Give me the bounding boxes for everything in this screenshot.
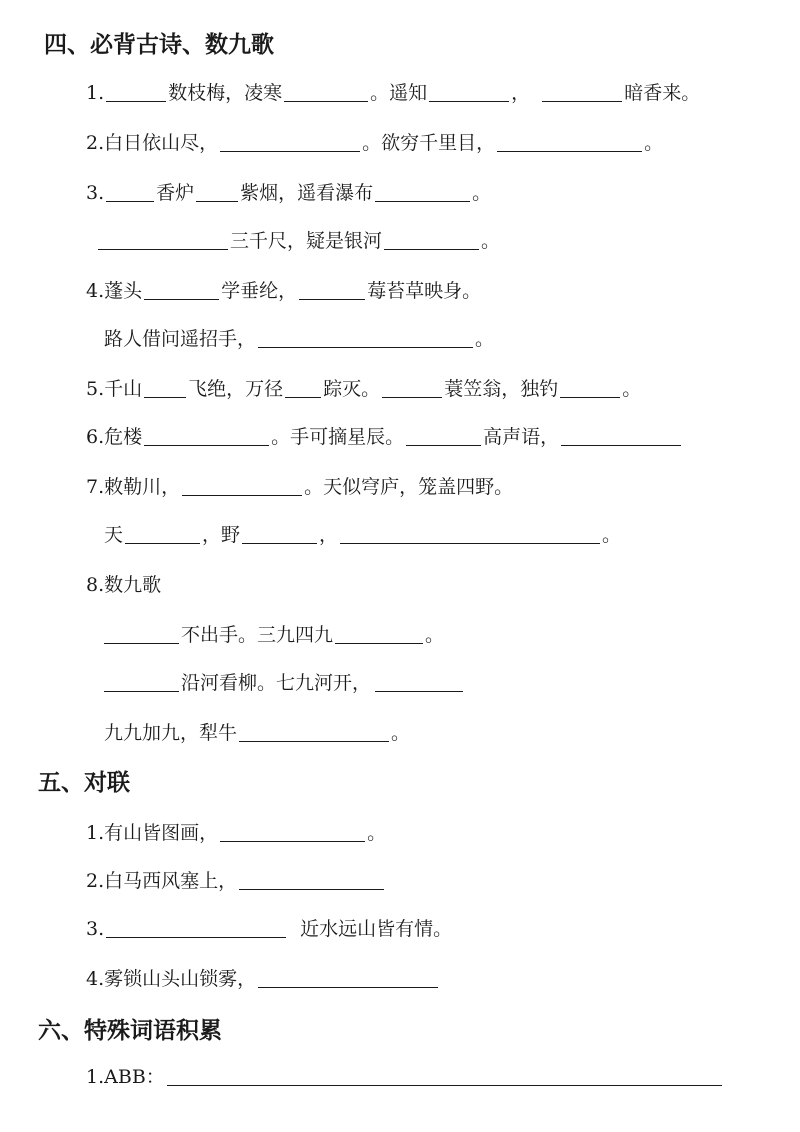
question-4-4 <box>86 278 481 304</box>
question-5-2 <box>86 868 386 894</box>
answer-blank[interactable] <box>375 671 463 692</box>
answer-blank[interactable] <box>560 377 620 398</box>
question-number: 5. <box>86 378 105 400</box>
text: 。 <box>472 182 492 204</box>
text: 。 <box>644 132 664 154</box>
question-number: 4. <box>86 280 105 302</box>
question-number: 1. <box>86 1066 105 1088</box>
answer-blank[interactable] <box>406 425 481 446</box>
text: 有山皆图画， <box>104 822 219 844</box>
text: 不出手。三九四九 <box>181 624 334 646</box>
text: 紫烟，遥看瀑布 <box>240 182 374 204</box>
question-4-8-line-a <box>102 622 444 648</box>
text: 千山 <box>104 378 143 400</box>
text: 雾锁山头山锁雾， <box>104 968 257 990</box>
text: 蓬头 <box>104 280 143 302</box>
question-4-1 <box>86 80 700 106</box>
text: 飞绝，万径 <box>188 378 284 400</box>
answer-blank[interactable] <box>242 523 317 544</box>
question-6-1 <box>86 1064 724 1090</box>
question-number: 7. <box>86 476 105 498</box>
question-4-2 <box>86 130 663 156</box>
question-4-8-line-c <box>104 720 410 746</box>
answer-blank[interactable] <box>384 229 479 250</box>
text: 。 <box>622 378 642 400</box>
answer-blank[interactable] <box>144 425 269 446</box>
answer-blank[interactable] <box>258 327 473 348</box>
answer-blank[interactable] <box>335 623 423 644</box>
question-number: 1. <box>86 822 105 844</box>
section-heading-vocabulary: 六、特殊词语积累 <box>38 1018 222 1044</box>
answer-blank[interactable] <box>382 377 442 398</box>
question-4-6 <box>86 424 683 450</box>
text: 天 <box>104 524 124 546</box>
question-number: 2. <box>86 870 105 892</box>
text: 敕勒川， <box>104 476 181 498</box>
text: 。遥知 <box>370 82 428 104</box>
question-number: 3. <box>86 182 105 204</box>
question-number: 1. <box>86 82 105 104</box>
text: 数九歌 <box>104 574 162 596</box>
answer-blank[interactable] <box>106 181 154 202</box>
text: 。 <box>475 328 495 350</box>
question-4-5 <box>86 376 641 402</box>
answer-blank[interactable] <box>220 131 360 152</box>
answer-blank[interactable] <box>125 523 200 544</box>
answer-blank[interactable] <box>561 425 681 446</box>
question-4-7 <box>86 474 513 500</box>
answer-blank[interactable] <box>106 81 166 102</box>
answer-blank[interactable] <box>375 181 470 202</box>
text: 。 <box>367 822 387 844</box>
text: 。 <box>425 624 445 646</box>
text: 莓苔草映身。 <box>367 280 482 302</box>
question-number: 2. <box>86 132 105 154</box>
question-number: 6. <box>86 426 105 448</box>
text: 白日依山尽， <box>104 132 219 154</box>
answer-blank[interactable] <box>106 917 286 938</box>
text: 。欲穷千里目， <box>362 132 496 154</box>
answer-blank[interactable] <box>285 377 321 398</box>
answer-blank[interactable] <box>167 1065 722 1086</box>
text: 数枝梅，凌寒 <box>168 82 283 104</box>
text: 白马西风塞上， <box>104 870 238 892</box>
answer-blank[interactable] <box>220 821 365 842</box>
answer-blank[interactable] <box>340 523 600 544</box>
text: ， <box>511 82 531 104</box>
text: 危楼 <box>104 426 143 448</box>
section-heading-poems: 四、必背古诗、数九歌 <box>44 32 274 58</box>
answer-blank[interactable] <box>299 279 365 300</box>
answer-blank[interactable] <box>239 721 389 742</box>
question-number: 4. <box>86 968 105 990</box>
question-4-8 <box>86 572 161 598</box>
text: 九九加九，犁牛 <box>104 722 238 744</box>
question-4-3 <box>86 180 491 206</box>
answer-blank[interactable] <box>182 475 302 496</box>
question-4-3-cont <box>96 228 500 254</box>
answer-blank[interactable] <box>98 229 228 250</box>
text: 。 <box>481 230 501 252</box>
answer-blank[interactable] <box>144 377 186 398</box>
text: ABB： <box>104 1066 165 1088</box>
answer-blank[interactable] <box>144 279 219 300</box>
answer-blank[interactable] <box>104 623 179 644</box>
question-4-7-cont <box>104 522 621 548</box>
text: 高声语， <box>483 426 560 448</box>
answer-blank[interactable] <box>284 81 368 102</box>
text: 路人借问遥招手， <box>104 328 257 350</box>
answer-blank[interactable] <box>497 131 642 152</box>
text: ， <box>319 524 339 546</box>
answer-blank[interactable] <box>104 671 179 692</box>
question-5-4 <box>86 966 440 992</box>
answer-blank[interactable] <box>258 967 438 988</box>
answer-blank[interactable] <box>196 181 238 202</box>
text: 。 <box>602 524 622 546</box>
answer-blank[interactable] <box>542 81 622 102</box>
question-number: 8. <box>86 574 105 596</box>
text: 。手可摘星辰。 <box>271 426 405 448</box>
text: 学垂纶， <box>221 280 298 302</box>
question-5-1 <box>86 820 386 846</box>
text: ，野 <box>202 524 241 546</box>
text: 。天似穹庐，笼盖四野。 <box>304 476 514 498</box>
text: 近水远山皆有情。 <box>300 918 453 940</box>
text: 沿河看柳。七九河开， <box>181 672 372 694</box>
text: 。 <box>391 722 411 744</box>
question-5-3 <box>86 916 452 942</box>
text: 蓑笠翁，独钓 <box>444 378 559 400</box>
answer-blank[interactable] <box>429 81 509 102</box>
question-4-4-cont <box>104 326 494 352</box>
text: 三千尺，疑是银河 <box>230 230 383 252</box>
answer-blank[interactable] <box>239 869 384 890</box>
text: 踪灭。 <box>323 378 381 400</box>
text: 暗香来。 <box>624 82 701 104</box>
section-heading-couplets: 五、对联 <box>38 770 130 796</box>
question-4-8-line-b <box>102 670 465 696</box>
question-number: 3. <box>86 918 105 940</box>
text: 香炉 <box>156 182 195 204</box>
